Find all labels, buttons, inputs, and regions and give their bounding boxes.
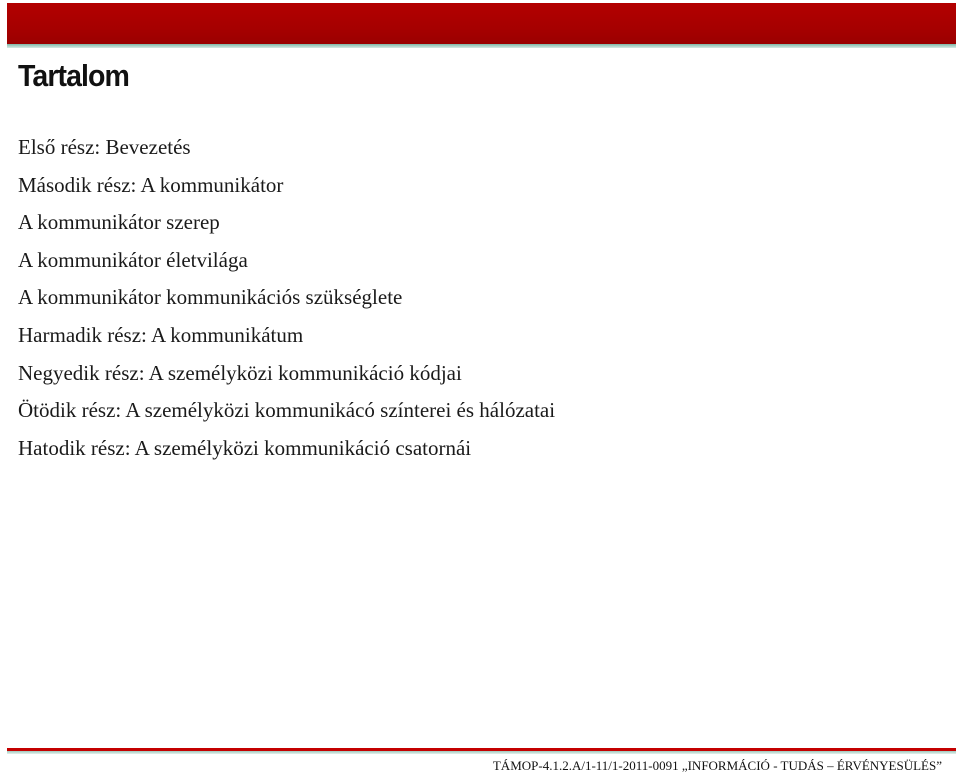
toc-item-8: Ötödik rész: A személyközi kommunikácó színterei és hálózatai — [18, 398, 556, 423]
table-of-contents — [18, 129, 555, 467]
toc-item-3: A kommunikátor szerep — [18, 210, 220, 235]
header-band-shadow — [7, 44, 956, 48]
toc-item-2: Második rész: A kommunikátor — [18, 172, 284, 197]
toc-item-9: Hatodik rész: A személyközi kommunikáció csatornái — [18, 435, 472, 460]
header-band — [7, 3, 956, 44]
toc-item-7: Negyedik rész: A személyközi kommunikáció kódjai — [18, 360, 462, 385]
toc-item-5: A kommunikátor kommunikációs szükséglete — [18, 285, 403, 310]
page-title: Tartalom — [18, 58, 129, 93]
footer-project-code: TÁMOP-4.1.2.A/1-11/1-2011-0091 „INFORMÁCIÓ - TUDÁS – ÉRVÉNYESÜLÉS” — [492, 758, 942, 773]
footer-band-shadow — [7, 751, 956, 754]
toc-item-4: A kommunikátor életvilága — [18, 247, 248, 272]
toc-item-6: Harmadik rész: A kommunikátum — [18, 322, 304, 347]
toc-item-1: Első rész: Bevezetés — [18, 135, 191, 159]
